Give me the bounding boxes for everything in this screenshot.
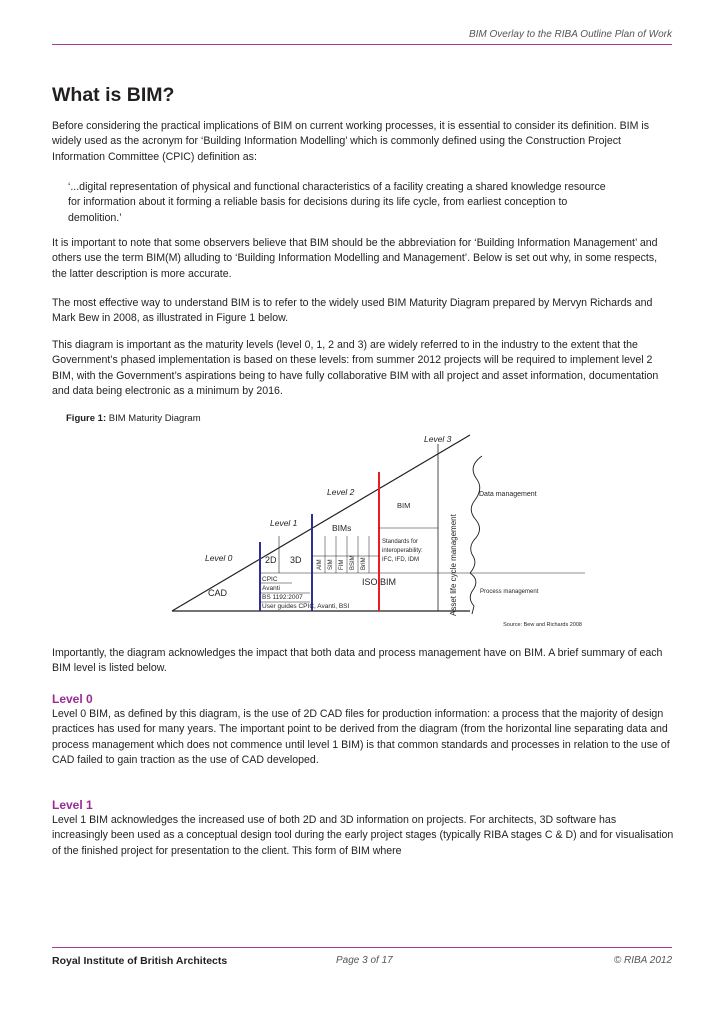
process-management-bracket [470, 573, 476, 614]
paragraph-maturity: The most effective way to understand BIM is to refer to the widely used BIM Maturity Diagram prepared by Mervyn Richards and Mark Bew in 2008, as illustrated in Figure 1 below. [52, 297, 653, 325]
cad-standard-bs1192: BS 1192:2007 [262, 594, 303, 601]
vertical-label-bsim: BSIM [350, 555, 356, 570]
asset-lifecycle-label: Asset life cycle management [449, 514, 458, 616]
cad-standard-avanti: Avanti [262, 585, 280, 592]
cad-standard-cpic: CPIC [262, 576, 278, 583]
standards-line-2: interoperability: [382, 548, 423, 554]
cad-label: CAD [208, 588, 228, 598]
section-body-level1: Level 1 BIM acknowledges the increased use of both 2D and 3D information on projects. For architects, 3D software has increasingly been used as a conceptual design tool during the early project stages (typically RIBA stages C & D) and for visualisation of the finished project for presentation to the client. This form of BIM where [52, 814, 674, 857]
wedge-hypotenuse [172, 435, 470, 611]
level1-label: Level 1 [270, 518, 298, 528]
paragraph-data-process: Importantly, the diagram acknowledges the impact that both data and process management have on BIM. A brief summary of each BIM level is listed below. [52, 647, 663, 675]
vertical-label-aim: AIM [317, 559, 323, 570]
copyright: © RIBA 2012 [613, 955, 672, 966]
footer-organisation: Royal Institute of British Architects [52, 955, 228, 967]
level3-label: Level 3 [424, 434, 452, 444]
standards-line-3: IFC, IFD, IDM [382, 557, 419, 563]
process-management-label: Process management [480, 589, 539, 595]
header-rule [52, 44, 672, 45]
page-title: What is BIM? [52, 84, 175, 106]
figure-source: Source: Bew and Richards 2008 [503, 622, 582, 628]
section-title-level1: Level 1 [52, 798, 93, 812]
bim-maturity-diagram [170, 428, 590, 628]
cad-standard-user-guides: User guides CPIC, Avanti, BSI [262, 603, 350, 610]
paragraph-definition: Before considering the practical implications of BIM on current working processes, it is essential to consider its definition. BIM is widely used as the acronym for ‘Building Information Modelling’ which is commonly defined using the Construction Project Information Committee (CPIC) definition as: [52, 120, 650, 163]
bims-label: BIMs [332, 523, 352, 533]
paragraph-levels: This diagram is important as the maturity levels (level 0, 1, 2 and 3) are widely referred to in the industry to the extent that the Government’s phased implementation is based on these levels: from summer 2012 projects will be required to implement level 2 BIM, with the Government’s aspirations being to have fully collaborative BIM with all project and asset information, documentation and data being electronic as a minimum by 2016. [52, 339, 659, 398]
section-title-level0: Level 0 [52, 692, 93, 706]
level2-label: Level 2 [327, 487, 355, 497]
running-header: BIM Overlay to the RIBA Outline Plan of Work [468, 29, 672, 40]
paragraph-bimm: It is important to note that some observers believe that BIM should be the abbreviation for ‘Building Information Management’ and others use the term BIM(M) alluding to ‘Building Information Modelling and Management’. Below is set out why, in some respects, the latter description is more accurate. [52, 237, 658, 280]
footer-rule [52, 947, 672, 948]
vertical-label-brim: BrIM [361, 557, 367, 570]
iso-bim-label: ISO BIM [362, 577, 397, 587]
figure-caption-label: Figure 1: [66, 413, 107, 424]
figure-caption [66, 413, 201, 424]
3d-label: 3D [290, 555, 302, 565]
vertical-label-sim: SIM [328, 559, 334, 570]
data-management-label: Data management [479, 491, 537, 498]
bim-label: BIM [397, 501, 411, 510]
standards-line-1: Standards for [382, 539, 419, 545]
page-number: Page 3 of 17 [336, 955, 393, 966]
level0-label: Level 0 [205, 553, 233, 563]
data-management-bracket [470, 456, 482, 573]
2d-label: 2D [265, 555, 277, 565]
vertical-label-fim: FIM [339, 559, 345, 570]
figure-caption-text: BIM Maturity Diagram [108, 413, 201, 424]
section-body-level0: Level 0 BIM, as defined by this diagram, is the use of 2D CAD files for production information: a process that the majority of design practices has used for many years. The important point to be derived from the diagram (from the horizontal line separating data and process management which does not commence until level 1 BIM) is that common standards and processes in relation to the use of CAD failed to gain traction as the use of CAD developed. [52, 708, 670, 767]
cpic-quote: ‘...digital representation of physical and functional characteristics of a facility creating a shared knowledge resource for information about it forming a reliable basis for decisions during its life cycle, from earliest conception to demolition.’ [68, 181, 606, 224]
